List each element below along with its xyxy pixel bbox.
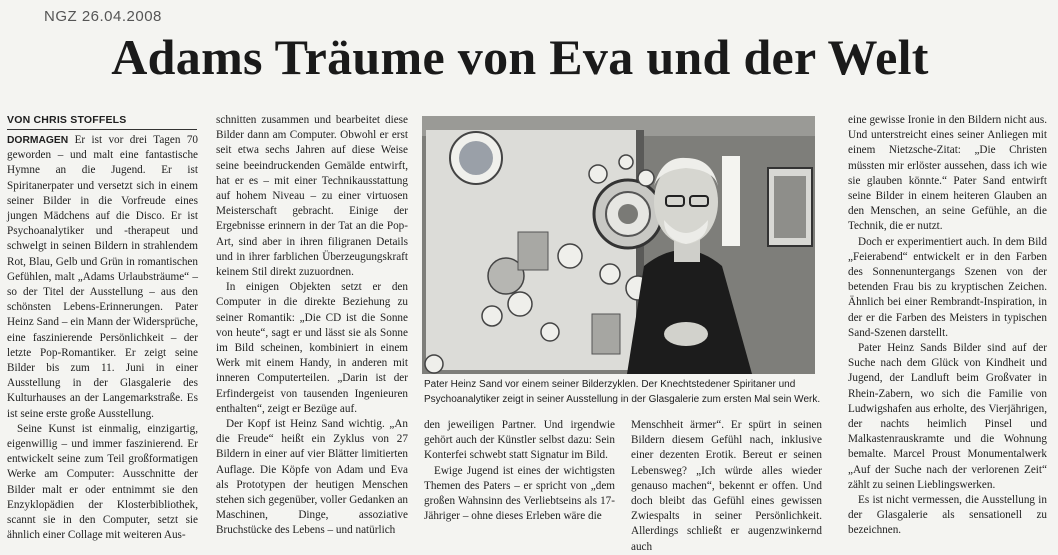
paragraph: den jeweiligen Partner. Und irgendwie gehört auch der Künstler selbst dazu: Sein Konterfei schwebt statt Signatur im Bild. [424, 419, 615, 462]
paragraph: Menschheit ärmer“. Er spürt in seinen Bildern diesem Gefühl nach, inklusive einer dezenten Erotik. Bereut er seinen Lebensweg? „Ich würde alles wieder genauso machen“, bekennt er offen. Und doch bleibt das Gefühl eines gewissen Zwiespalts in seiner Persönlichkeit. Allerdings schließt er augenzwinkernd auch [631, 419, 822, 553]
headline: Adams Träume von Eva und der Welt [111, 29, 929, 85]
paragraph: Pater Heinz Sands Bilder sind auf der Suche nach dem Glück von Kindheit und Jugend, der Landluft beim Großvater in Rhein-Zabern, wo sich die Familie von Ludwigshafen aus erholte, des Vierjährigen, der nachts heimlich Pinsel und Malkastenrauskramte und die Wohnung bemalte. Marcel Proust Monumentalwerk „Auf der Suche nach der verlorenen Zeit“ zählt zu seinen Lieblingswerken. [848, 342, 1047, 491]
paragraph: Der Kopf ist Heinz Sand wichtig. „An die Freude“ heißt ein Zyklus von 27 Bildern in einer auf vier Blätter limitierten Auflage. Die Köpfe von Adam und Eva als Prototypen der heutigen Menschen stehen sich gegenüber, voller Gedanken an Maschinen, Dinge, assoziative Bruchstücke des Lebens – und natürlich [216, 418, 408, 537]
article-photo [422, 116, 815, 374]
paragraph: eine gewisse Ironie in den Bildern nicht aus. Und unterstreicht eines seiner Anliegen mit einem Nietzsche-Zitat: „Die Christen müssten mir erlöster aussehen, dass ich wie sie glauben könnte.“ Pater Sand entwirft seine Bilder in einem heiteren Glauben an den Menschen, an seine Gefühle, an die Technik, die er nutzt. [848, 114, 1047, 233]
dateline: DORMAGEN [7, 135, 69, 146]
paragraph: Seine Kunst ist einmalig, einzigartig, eigenwillig – und immer faszinierend. Er entwickelt seine zum Teil großformatigen Werke am Computer: Ausschnitte der Bilder malt er oder entnimmt sie den Enzyklopädien der Klosterbibliothek, scannt sie in den Computer, setzt sie ähnlich einer Collage mit weiteren Aus- [7, 422, 198, 542]
byline-rule [7, 129, 197, 130]
paragraph: Doch er experimentiert auch. In dem Bild „Feierabend“ entwickelt er in den Farben des Sonnenuntergangs Szenen von der betenden Frau bis zu kryptischen Zeichen. Ähnlich bei einer Rembrandt-Inspiration, in der er die Farben des Meisters in typischen Sand-Szenen darstellt. [848, 235, 1047, 339]
paragraph: schnitten zusammen und bearbeitet diese Bilder dann am Computer. Obwohl er erst seit etwa sechs Jahren auf diese Weise seine beeindruckenden Gemälde entwirft, hat er es – mit einer Technikausstattung auf hohem Niveau – zu einer virtuosen Meisterschaft gebracht. Einige der Ergebnisse erinnern in der Tat an die Pop-Art, sind aber in ihren filigranen Details und in ihrer farblichen Überzeugungskraft keinem Stil direkt zuzuordnen. [216, 114, 408, 279]
article-column-2 [216, 113, 408, 545]
byline: VON CHRIS STOFFELS [7, 114, 127, 126]
paragraph: In einigen Objekten setzt er den Computer in die direkte Beziehung zu seiner Romantik: „Die CD ist die Sonne von heute“, sagt er und lässt sie als Sonne im Bild scheinen, kombiniert in einem Werk mit einem Handy, in anderen mit inneren Computerteilen. „Darin ist der Erfindergeist von tausenden Ingenieuren enthalten“, zeigt er Bezüge auf. [216, 281, 408, 415]
paragraph-text: Er ist vor drei Tagen 70 geworden – und malt eine fantastische Hymne an die Jugend. Er ist Spiritanerpater und versetzt sich in einem seiner Bilder in die Vorfreude eines jungen Mädchens auf die Disco. Er ist Psychoanalytiker und -therapeut und schwelgt in seinen Bildern in strahlendem Rot, Blau, Gelb und Grün in romantischen Gefühlen, malt „Adams Urlaubsträume“ – so der Titel der Ausstellung – aus den schönsten Lebens-Erinnerungen. Pater Heinz Sand – ein Mann der Widersprüche, eine faszinierende Persönlichkeit – der letzte Pop-Romantiker. Er zeigt seine Bilder bis zum 11. Juni in einer Ausstellung in der Glasgalerie des Kulturhauses an der Langemarkstraße. Es ist seine erste große Ausstellung. [7, 134, 199, 420]
paragraph [7, 133, 198, 422]
paragraph: Ewige Jugend ist eines der wichtigsten Themen des Paters – er spricht von „dem großen Wahnsinn des Verliebtseins als 17-Jähriger – ohne dieses Erleben wäre die [424, 464, 615, 523]
article-column-4 [631, 418, 822, 553]
article-column-5 [848, 113, 1047, 545]
article-column-3 [424, 418, 615, 545]
article-column-1 [7, 133, 198, 545]
newspaper-source-date: NGZ 26.04.2008 [44, 8, 162, 25]
paragraph: Es ist nicht vermessen, die Ausstellung in der Glasgalerie als sensationell zu bezeichnen. [848, 494, 1047, 537]
photo-caption: Pater Heinz Sand vor einem seiner Bilderzyklen. Der Knechtstedener Spiritaner und Psychoanalytiker zeigt in seiner Ausstellung in der Glasgalerie zum ersten Mal sein Werk. [424, 379, 821, 405]
